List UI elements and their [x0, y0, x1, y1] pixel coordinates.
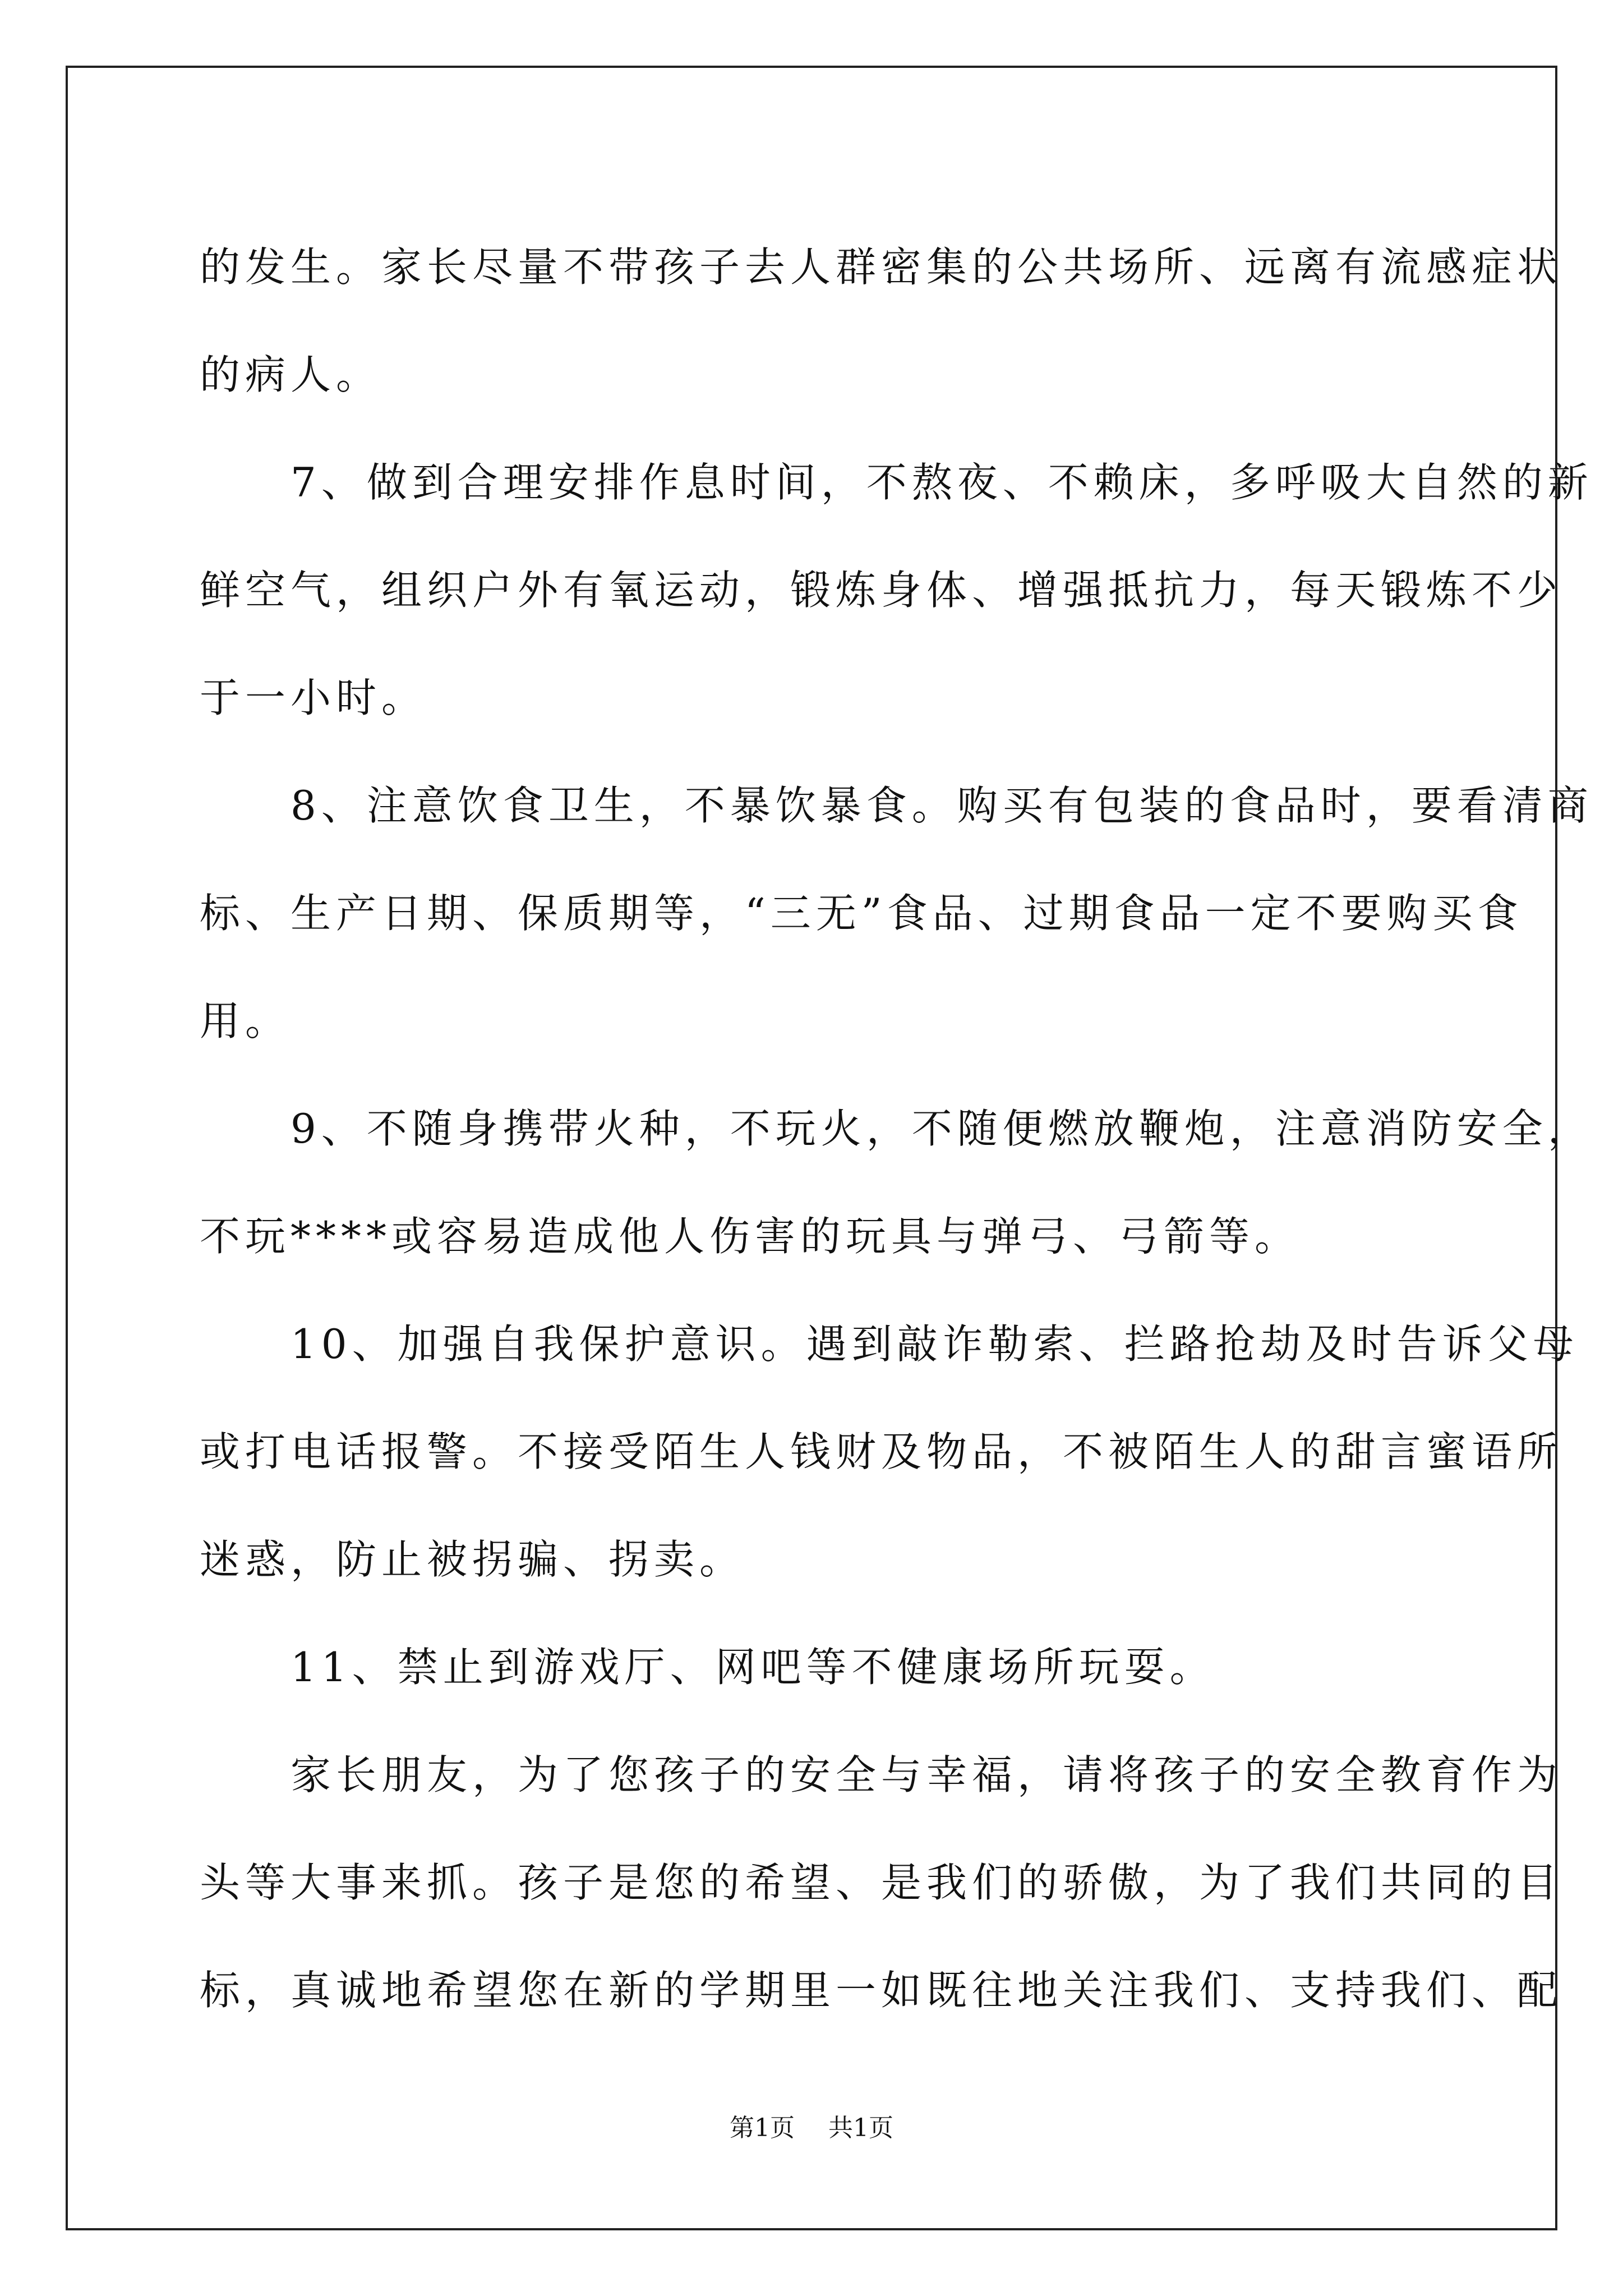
paragraph-line: 的发生。家长尽量不带孩子去人群密集的公共场所、远离有流感症状 [200, 243, 1563, 291]
document-body [200, 213, 1593, 2044]
page-number: 第1页 [730, 2114, 795, 2142]
paragraph-line: 或打电话报警。不接受陌生人钱财及物品，不被陌生人的甜言蜜语所 [200, 1428, 1563, 1475]
paragraph-line: 7、做到合理安排作息时间，不熬夜、不赖床，多呼吸大自然的新 [200, 459, 1593, 506]
paragraph-line: 头等大事来抓。孩子是您的希望、是我们的骄傲，为了我们共同的目 [200, 1859, 1563, 1906]
paragraph-line: 8、注意饮食卫生，不暴饮暴食。购买有包装的食品时，要看清商 [200, 782, 1593, 829]
page-total: 共1页 [828, 2114, 893, 2142]
paragraph-line: 9、不随身携带火种，不玩火，不随便燃放鞭炮，注意消防安全， [200, 1105, 1593, 1152]
paragraph-line: 不玩****或容易造成他人伤害的玩具与弹弓、弓箭等。 [200, 1213, 1301, 1260]
paragraph-line: 迷惑，防止被拐骗、拐卖。 [200, 1536, 745, 1583]
paragraph-line: 的病人。 [200, 351, 382, 398]
paragraph-line: 标、生产日期、保质期等，“三无”食品、过期食品一定不要购买食 [200, 890, 1523, 937]
paragraph-line: 10、加强自我保护意识。遇到敲诈勒索、拦路抢劫及时告诉父母 [200, 1320, 1579, 1368]
paragraph-line: 标，真诚地希望您在新的学期里一如既往地关注我们、支持我们、配 [200, 1967, 1563, 2014]
paragraph-line: 家长朋友，为了您孩子的安全与幸福，请将孩子的安全教育作为 [200, 1751, 1563, 1798]
paragraph-line: 用。 [200, 997, 291, 1045]
page-footer [0, 2111, 1623, 2145]
paragraph-line: 11、禁止到游戏厅、网吧等不健康场所玩耍。 [200, 1644, 1215, 1691]
paragraph-line: 于一小时。 [200, 674, 427, 721]
paragraph-line: 鲜空气，组织户外有氧运动，锻炼身体、增强抵抗力，每天锻炼不少 [200, 567, 1563, 614]
